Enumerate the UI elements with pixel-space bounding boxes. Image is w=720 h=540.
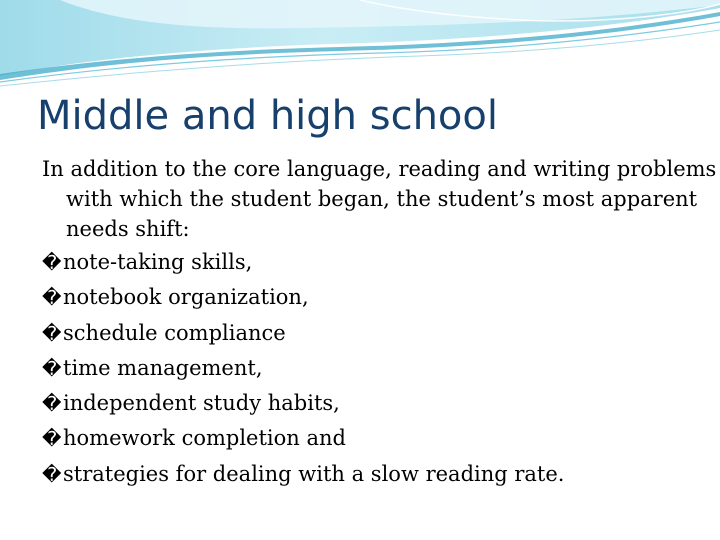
list-item: [42, 280, 564, 315]
bullet-icon: �: [42, 322, 62, 345]
intro-paragraph: In addition to the core language, reading and writing problems with which the student began, the student’s most apparent needs shift:: [42, 157, 717, 241]
list-item: [42, 386, 564, 421]
list-item-text: homework completion and: [63, 426, 346, 451]
list-item: [42, 245, 564, 280]
bullet-icon: �: [42, 393, 62, 416]
list-item: [42, 316, 564, 351]
list-item-text: strategies for dealing with a slow reading rate.: [63, 461, 565, 486]
list-item-text: note-taking skills,: [63, 250, 253, 274]
bullet-icon: �: [42, 428, 62, 451]
slide-title: Middle and high school: [37, 93, 498, 139]
bullet-icon: �: [42, 252, 62, 274]
bullet-icon: �: [42, 287, 62, 310]
list-item: [42, 421, 564, 456]
list-item-text: schedule compliance: [63, 320, 286, 345]
header-wave-decoration: [0, 0, 720, 90]
list-item-text: notebook organization,: [63, 285, 309, 310]
list-item-text: independent study habits,: [63, 391, 340, 416]
bullet-list: [42, 245, 564, 492]
list-item-text: time management,: [63, 355, 263, 380]
list-item: [42, 457, 564, 492]
list-item: [42, 351, 564, 386]
bullet-icon: �: [42, 463, 62, 486]
bullet-icon: �: [42, 357, 62, 380]
